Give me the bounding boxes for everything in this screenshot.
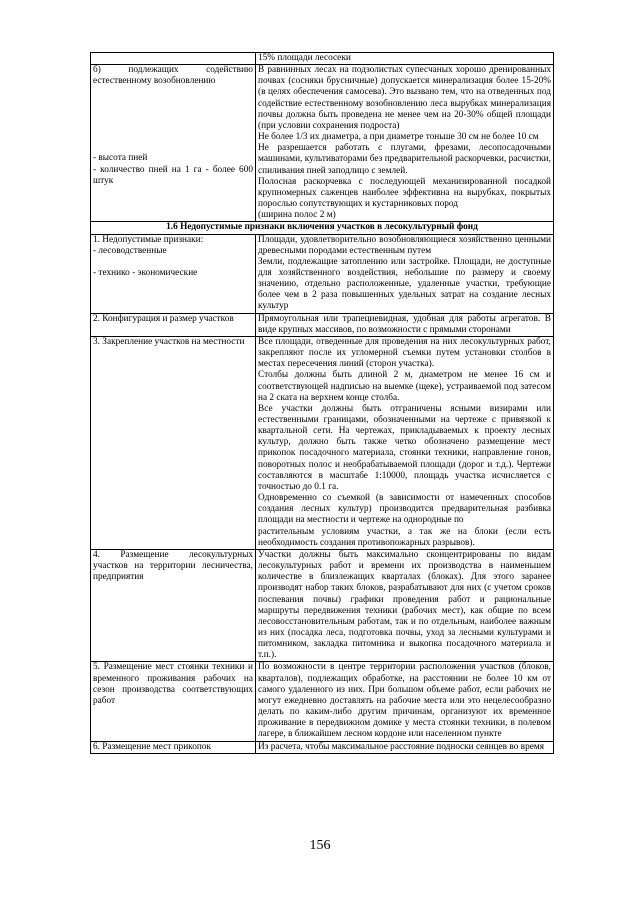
cell-paragraph: - высота пней [93, 153, 148, 164]
table-row [91, 662, 554, 741]
requirement-cell [256, 662, 554, 741]
cell-paragraph: 1. Недопустимые признаки: [93, 234, 204, 245]
cell-paragraph: - количество пней на 1 га - более 600 штук [93, 164, 253, 186]
page-number: 156 [309, 838, 331, 853]
cell-paragraph: Участки должны быть максимально сконцентрированы по видам лесокультурных работ и времени их производства в наименьшем количестве в близлежащих кварталах (блоках). Для этого заранее производят набор таких блоков, разрабатывают для них (с учетом сроков поспевания почвы) графики проведения работ и рациональные маршруты передвижения техники (рабочих мест), как общие по всем лесовосстановительным работам, так и по отдельным, наиболее важным из них (посадка леса, подготовка почвы, уход за лесными культурами и питомником, закладка питомника и выкопка посадочного материала и т.п.). [258, 549, 551, 661]
requirement-cell [256, 234, 554, 313]
cell-paragraph: По возможности в центре территории расположения участков (блоков, кварталов), подлежащих обработке, на расстоянии не более 10 км от самого удаленного из них. При большом объеме работ, если рабочих не могут ежедневно доставлять на рабочие места или это нецелесообразно делать по каким-либо другим причинам, организуют их временное проживание в передвижном домике у места стоянки техники, в полевом лагере, в ближайшем лесном кордоне или населенном пункте [258, 662, 551, 740]
table-row [91, 313, 554, 336]
table-row [91, 234, 554, 313]
spacer [93, 257, 253, 268]
cell-paragraph: - технико - экономические [93, 267, 198, 278]
cell-paragraph: 2. Конфигурация и размер участков [93, 313, 234, 324]
cell-paragraph: Из расчета, чтобы максимальное расстояние поднoски сеянцев во время [258, 741, 544, 752]
requirements-table [90, 52, 554, 754]
cell-paragraph: Столбы должны быть длиной 2 м, диаметром не менее 16 см и соответствующей надписью на выемке (щеке), устраиваемой под затесом на 2 ската на верхнем конце столба. [258, 370, 551, 403]
cell-paragraph: 5. Размещение мест стоянки техники и временного проживания рабочих на сезон производства соответствующих работ [93, 662, 253, 706]
cell-paragraph: Одновременно со съемкой (в зависимости от намеченных способов создания лесных культур) производится предварительная разбивка площади на местности и чертеже на однородные по [258, 493, 551, 526]
requirement-cell [256, 549, 554, 662]
cell-paragraph: Земли, подлежащие затоплению или застройке. Площади, не доступные для хозяйственного воздействия, небольшие по размеру и своему значению, отдельно расположенные, удаленные участки, требующие более чем в 2 раза повышенных удельных затрат на создание лесных культур [258, 256, 551, 312]
requirement-cell [256, 336, 554, 549]
criterion-cell [91, 234, 256, 313]
criterion-cell [91, 65, 256, 222]
requirement-cell [256, 53, 554, 65]
criterion-cell [91, 549, 256, 662]
table-row [91, 53, 554, 65]
table-row [91, 336, 554, 549]
cell-paragraph: 3. Закрепление участков на местности [93, 336, 245, 347]
section-heading: 1.6 Недопустимые признаки включения участков в лесокультурный фонд [91, 222, 554, 234]
criterion-cell [91, 313, 256, 336]
requirement-cell [256, 65, 554, 222]
cell-paragraph: В равнинных лесах на подзолистых супесчаных хорошо дренированных почвах (сосняки брусничные) допускается минерализация более 15-20% (в целях обеспечения самосева). Это вызвано тем, что на отведенных под содействие естественному возобновлению леса вырубках минерализация почвы должна быть проведена не менее чем на 20-30% общей площади (при условии сохранения подроста) [258, 65, 551, 131]
cell-paragraph: 6. Размещение мест прикопок [93, 741, 212, 752]
table-row [91, 741, 554, 753]
criterion-cell [91, 336, 256, 549]
cell-paragraph: б) подлежащих содействию естественному возобновлению [93, 65, 253, 87]
cell-paragraph: Прямоугольная или трапециевидная, удобная для работы агрегатов. В виде крупных массивов, по возможности с прямыми сторонами [258, 313, 551, 335]
cell-paragraph: Все площади, отведенные для проведения на них лесокультурных работ, закрепляют после их угломерной съемки путем установки столбов в местах пересечения линий (сторон участка). [258, 336, 551, 370]
section-header-row [91, 222, 554, 234]
requirement-cell [256, 741, 554, 753]
criterion-cell [91, 662, 256, 741]
cell-paragraph: 4. Размещение лесокультурных участков на территории лесничества, предприятия [93, 549, 253, 583]
spacer [93, 120, 253, 131]
cell-paragraph: Не более 1/3 их диаметра, а при диаметре тоньше 30 см не более 10 см [258, 132, 539, 143]
document-page [90, 52, 554, 754]
requirement-cell [256, 313, 554, 336]
cell-paragraph: - лесоводственные [93, 245, 167, 256]
spacer [93, 142, 253, 153]
cell-paragraph: Все участки должны быть отграничены ясными визирами или естественными границами, обозначенными на чертеже с привязкой к квартальной сети. На чертежах, прикладываемых к проекту лесных культур, должно быть также четко обозначено размещение мест прикопок посадочного материала, стоянки техники, направление гонов, поворотных полос и необрабатываемой площади (дорог и т.д.). Чертежи составляются в масштабе 1:10000, площадь участка исчисляется с точностью до 0.1 га. [258, 403, 551, 492]
table-row [91, 65, 554, 222]
cell-paragraph: растительным условиям участки, а так же на блоки (если есть необходимость создания противопожарных разрывов). [258, 526, 551, 548]
cell-paragraph: (ширина полос 2 м) [258, 210, 336, 221]
table-row [91, 549, 554, 662]
cell-paragraph: 15% площади лесосеки [258, 53, 351, 63]
spacer [93, 87, 253, 98]
cell-paragraph: Площади, удовлетворительно возобновляющиеся хозяйственно ценными древесными породами естественным путем [258, 234, 551, 256]
criterion-cell [91, 741, 256, 753]
spacer [93, 131, 253, 142]
cell-paragraph: Не разрешается работать с плугами, фрезами, лесопосадочными машинами, культиваторами без предварительной раскорчевки, расчистки, спиливания пней заподлицо с землей. [258, 143, 551, 176]
spacer [93, 98, 253, 109]
criterion-cell [91, 53, 256, 65]
cell-paragraph: Полосная раскорчевка с последующей механизированной посадкой крупномерных саженцев наиболее эффективна на вырубках, покрытых порослью сопутствующих и кустарниковых пород [258, 176, 551, 210]
spacer [93, 109, 253, 120]
